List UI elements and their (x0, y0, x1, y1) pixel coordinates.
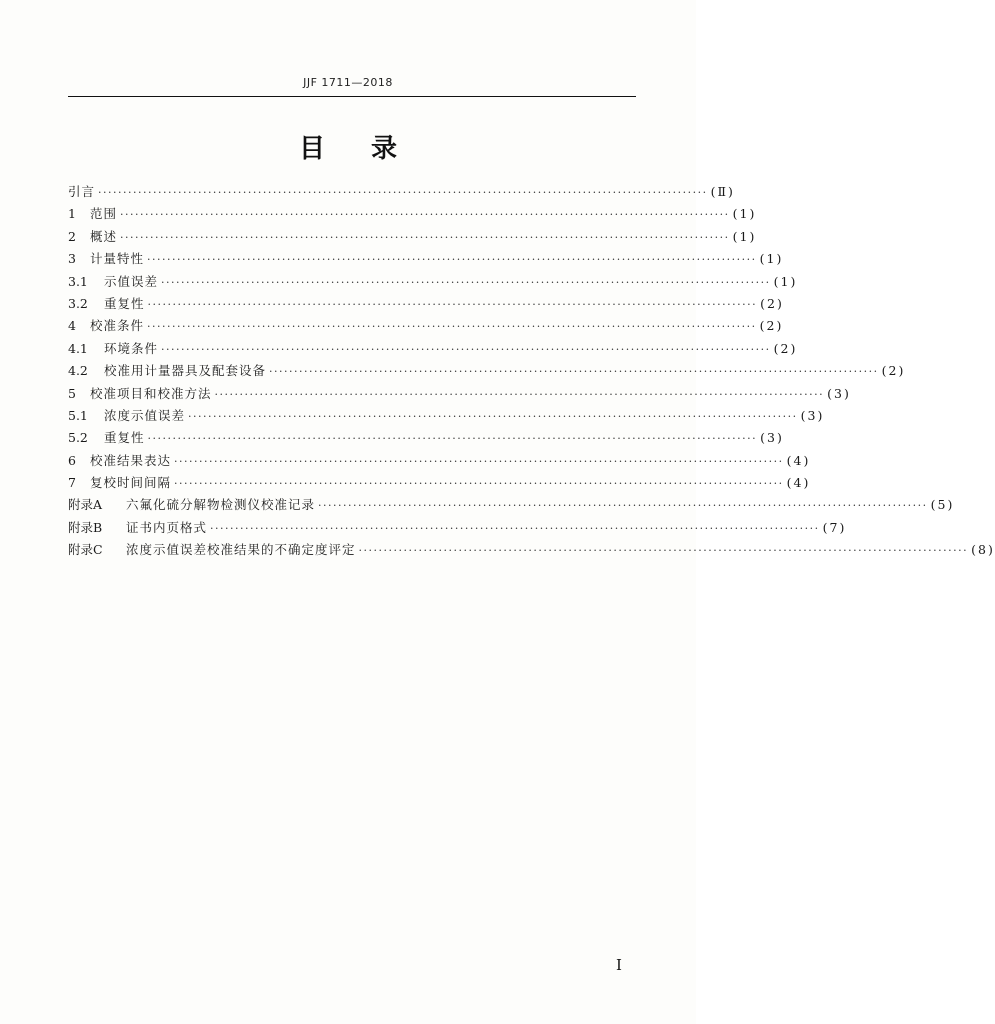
toc-entry-page: (3) (800, 407, 825, 423)
toc-entry-page: (4) (786, 452, 811, 468)
toc-entry[interactable] (68, 450, 811, 472)
toc-entry-page: (1) (759, 251, 784, 267)
toc-title-char-1: 目 (298, 134, 325, 164)
toc-leader-dots: ·························································································································· (269, 365, 879, 379)
toc-entry[interactable] (68, 203, 757, 225)
toc-entry-number: 3.2 (68, 295, 88, 311)
toc-entry-page: (1) (732, 206, 757, 222)
toc-entry-label: 概述 (90, 228, 118, 244)
toc-entry-label: 环境条件 (104, 340, 159, 356)
toc-leader-dots: ·························································································································· (174, 477, 784, 491)
toc-entry-page: (1) (732, 228, 757, 244)
toc-entry-number: 3.1 (68, 273, 88, 289)
toc-entry-page: (4) (786, 475, 811, 491)
toc-entry-page: (1) (773, 273, 798, 289)
toc-entry-label: 证书内页格式 (126, 519, 208, 535)
toc-leader-dots: ·························································································································· (161, 275, 771, 289)
toc-entry-number: 附录C (68, 542, 103, 558)
standard-code: JJF 1711—2018 (303, 76, 393, 89)
toc-entry-number: 5.2 (68, 430, 88, 446)
toc-entry-label: 六氟化硫分解物检测仪校准记录 (126, 497, 316, 513)
toc-entry-page: (3) (827, 385, 851, 401)
toc-entry-label: 重复性 (104, 295, 145, 311)
toc-leader-dots: ·························································································································· (147, 320, 757, 334)
toc-leader-dots: ·························································································································· (120, 208, 730, 222)
toc-leader-dots: ·························································································································· (147, 253, 757, 267)
toc-entry[interactable] (68, 405, 825, 427)
toc-entry-label: 浓度示值误差校准结果的不确定度评定 (126, 542, 356, 558)
toc-leader-dots: ·························································································································· (147, 297, 758, 311)
toc-entry-page: (5) (930, 497, 955, 513)
toc-entry-number: 4.2 (68, 363, 88, 379)
toc-entry-number: 5 (68, 385, 76, 401)
toc-entry-number: 附录B (68, 519, 103, 535)
toc-entry-number: 2 (68, 228, 76, 244)
toc-leader-dots: ·························································································································· (318, 499, 928, 513)
toc-entry[interactable] (68, 338, 798, 360)
toc-entry-page: (7) (822, 519, 847, 535)
table-of-contents (68, 181, 995, 562)
toc-entry-number: 6 (68, 452, 76, 468)
toc-leader-dots: ·························································································································· (161, 342, 771, 356)
page-number: Ⅰ (616, 956, 622, 974)
toc-entry-number: 4 (68, 318, 76, 334)
toc-entry-label: 浓度示值误差 (104, 407, 186, 423)
toc-entry[interactable] (68, 248, 784, 270)
toc-entry[interactable] (68, 181, 735, 203)
toc-entry[interactable] (68, 472, 811, 494)
toc-entry-label: 校准项目和校准方法 (90, 385, 212, 401)
toc-title (0, 128, 696, 165)
toc-entry[interactable] (68, 427, 784, 449)
toc-entry-label: 校准用计量器具及配套设备 (104, 363, 267, 379)
toc-entry-page: (3) (760, 430, 784, 446)
toc-entry-page: (8) (971, 542, 995, 558)
toc-leader-dots: ·························································································································· (120, 230, 730, 244)
toc-entry-page: (2) (773, 340, 798, 356)
toc-entry-number: 1 (68, 206, 76, 222)
toc-entry-number: 附录A (68, 497, 103, 513)
toc-entry-label: 复校时间间隔 (90, 475, 172, 491)
toc-entry[interactable] (68, 517, 847, 539)
toc-entry[interactable] (68, 539, 995, 561)
toc-entry-label: 范围 (90, 206, 118, 222)
toc-entry-page: (2) (881, 363, 906, 379)
toc-leader-dots: ·························································································································· (147, 432, 758, 446)
toc-entry-label: 校准条件 (90, 318, 145, 334)
toc-entry-number: 5.1 (68, 407, 88, 423)
toc-entry-label: 示值误差 (104, 273, 159, 289)
toc-entry[interactable] (68, 494, 955, 516)
toc-entry-number: 4.1 (68, 340, 88, 356)
toc-entry-page: (2) (759, 318, 784, 334)
toc-leader-dots: ·························································································································· (358, 544, 969, 558)
toc-entry-label: 重复性 (104, 430, 145, 446)
toc-title-char-2: 录 (371, 134, 398, 164)
toc-entry-label: 校准结果表达 (90, 452, 172, 468)
toc-entry[interactable] (68, 315, 784, 337)
toc-leader-dots: ·························································································································· (98, 186, 708, 199)
header-divider (68, 96, 636, 97)
toc-entry[interactable] (68, 383, 851, 405)
toc-entry[interactable] (68, 293, 784, 315)
toc-entry-label: 引言 (68, 184, 96, 199)
toc-leader-dots: ·························································································································· (174, 454, 784, 468)
toc-entry[interactable] (68, 360, 906, 382)
toc-entry-page: (Ⅱ) (710, 184, 735, 199)
toc-entry-number: 3 (68, 251, 76, 267)
toc-entry-label: 计量特性 (90, 251, 145, 267)
toc-entry[interactable] (68, 226, 757, 248)
toc-entry[interactable] (68, 271, 798, 293)
toc-entry-page: (2) (760, 295, 784, 311)
toc-leader-dots: ·························································································································· (214, 387, 825, 401)
toc-leader-dots: ·························································································································· (210, 521, 820, 535)
toc-leader-dots: ·························································································································· (188, 409, 798, 423)
toc-entry-number: 7 (68, 475, 76, 491)
